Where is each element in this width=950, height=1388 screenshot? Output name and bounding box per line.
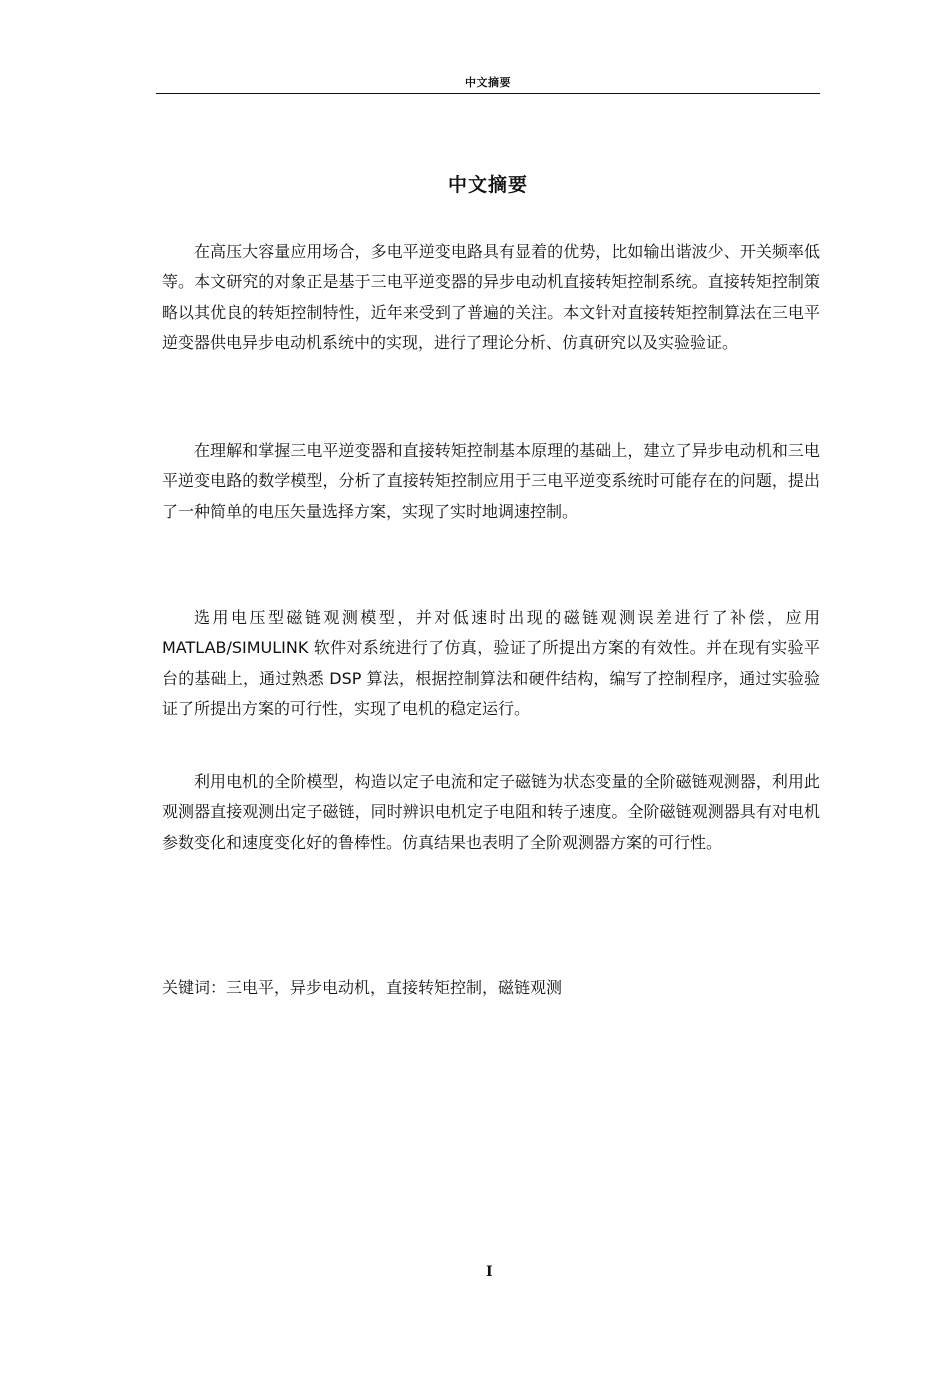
abstract-paragraph-3: 选用电压型磁链观测模型，并对低速时出现的磁链观测误差进行了补偿，应用 MATLAB/SIMULINK 软件对系统进行了仿真，验证了所提出方案的有效性。并在现有实验平台的基础上，通过熟悉 DSP 算法，根据控制算法和硬件结构，编写了控制程序，通过实验验证了所提出方案的可行性，实现了电机的稳定运行。 — [162, 608, 820, 718]
abstract-paragraph-1: 在高压大容量应用场合，多电平逆变电路具有显着的优势，比如输出谐波少、开关频率低等。本文研究的对象正是基于三电平逆变器的异步电动机直接转矩控制系统。直接转矩控制策略以其优良的转矩控制特性，近年来受到了普遍的关注。本文针对直接转矩控制算法在三电平逆变器供电异步电动机系统中的实现，进行了理论分析、仿真研究以及实验验证。 — [162, 242, 820, 352]
page-title: 中文摘要 — [447, 174, 528, 196]
abstract-paragraph-2: 在理解和掌握三电平逆变器和直接转矩控制基本原理的基础上，建立了异步电动机和三电平逆变电路的数学模型，分析了直接转矩控制应用于三电平逆变系统时可能存在的问题，提出了一种简单的电压矢量选择方案，实现了实时地调速控制。 — [162, 441, 820, 521]
keywords-line: 关键词：三电平，异步电动机，直接转矩控制，磁链观测 — [162, 978, 563, 997]
abstract-paragraph-4: 利用电机的全阶模型，构造以定子电流和定子磁链为状态变量的全阶磁链观测器，利用此观测器直接观测出定子磁链，同时辨识电机定子电阻和转子速度。全阶磁链观测器具有对电机参数变化和速度变化好的鲁棒性。仿真结果也表明了全阶观测器方案的可行性。 — [162, 772, 820, 852]
page-number: I — [486, 1264, 493, 1280]
header-rule — [156, 93, 820, 94]
running-header: 中文摘要 — [465, 76, 511, 89]
